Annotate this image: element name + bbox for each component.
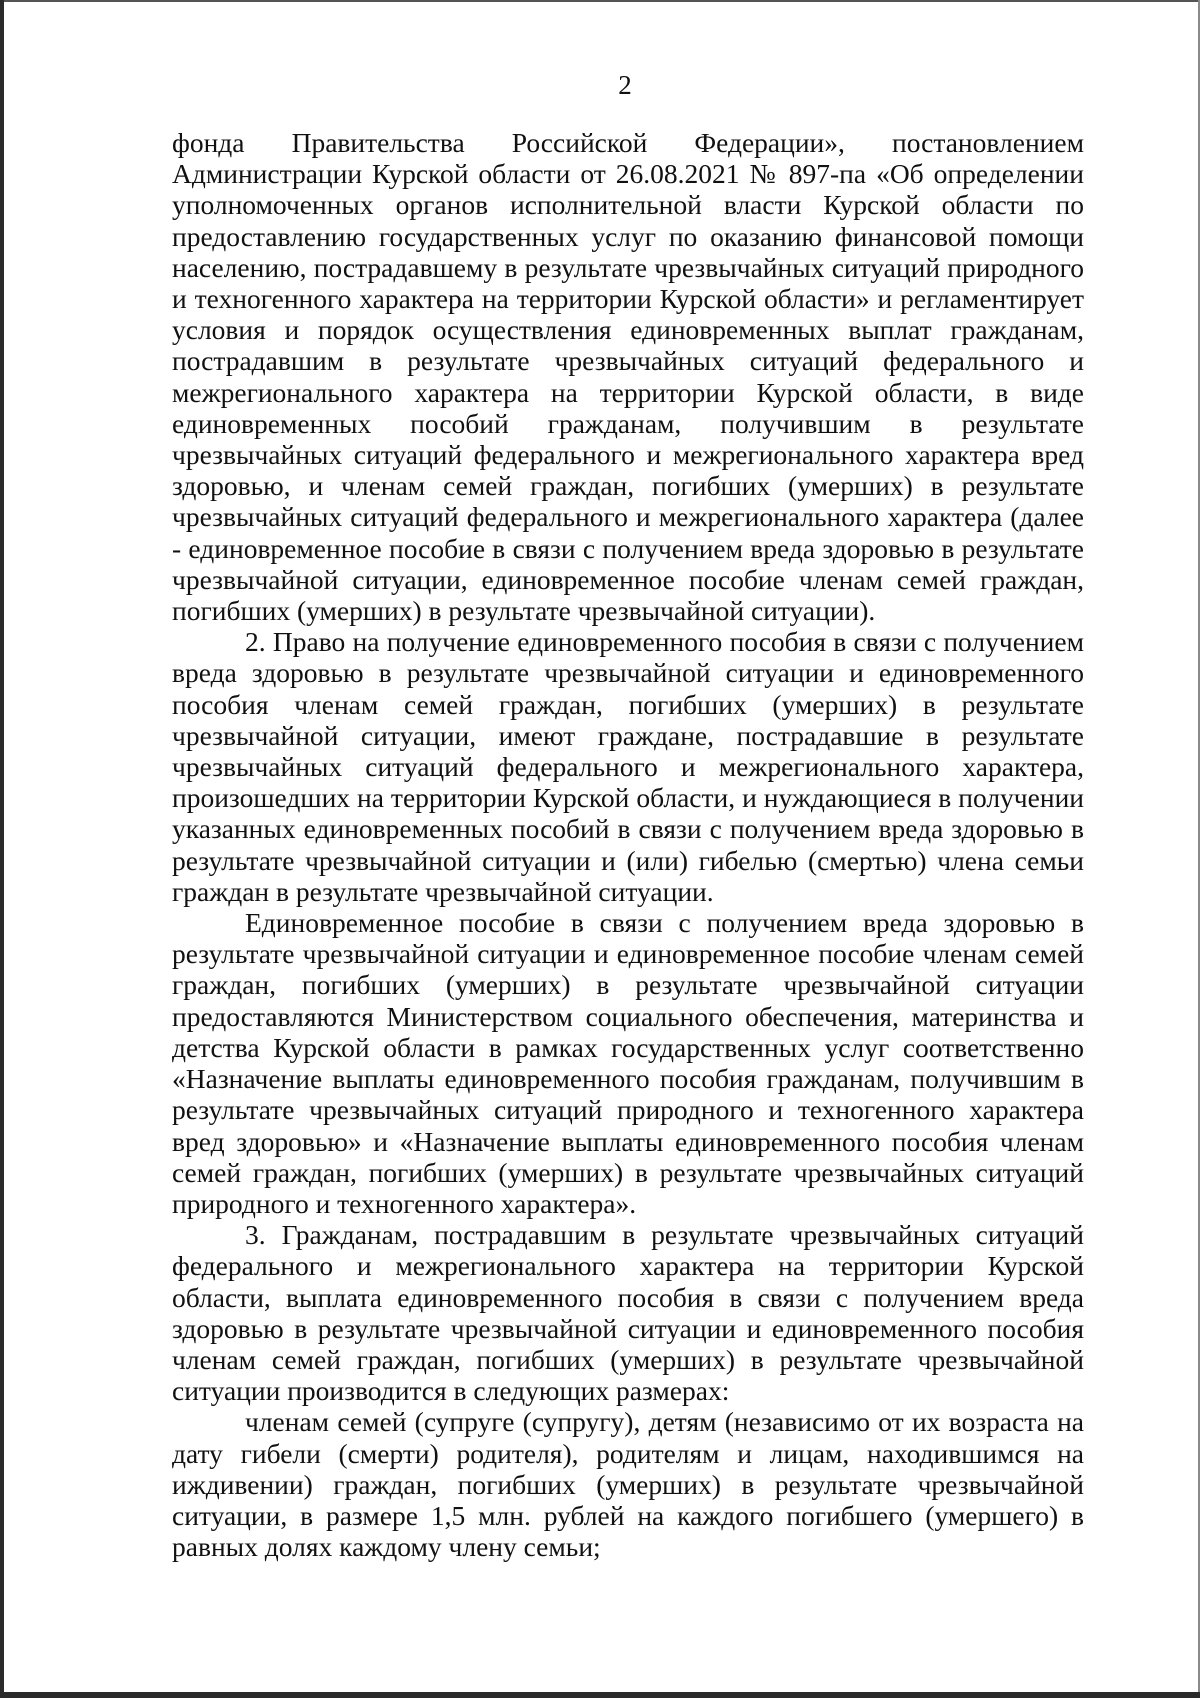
paragraph-family-payment: членам семей (супруге (супругу), детям (независимо от их возраста на дату гибели (смерти) родителя), родителям и лицам, находившимся на иждивении) граждан, погибших (умерших) в результате чрезвычайной ситуации, в размере 1,5 млн. рублей на каждого погибшего (умершего) в равных долях каждому члену семьи; — [172, 1406, 1084, 1563]
paragraph-clause-3: 3. Гражданам, пострадавшим в результате чрезвычайных ситуаций федерального и межрегионального характера на территории Курской области, выплата единовременного пособия в связи с получением вреда здоровью в результате чрезвычайной ситуации и единовременного пособия членам семей граждан, погибших (умерших) в результате чрезвычайной ситуации производится в следующих размерах: — [172, 1219, 1084, 1407]
page-number: 2 — [618, 70, 632, 100]
document-body — [172, 127, 1084, 1562]
scan-edge-top — [0, 0, 1200, 2]
scan-edge-bottom — [0, 1692, 1200, 1698]
paragraph-continuation: фонда Правительства Российской Федерации», постановлением Администрации Курской области от 26.08.2021 № 897-па «Об определении уполномоченных органов исполнительной власти Курской области по предоставлению государственных услуг по оказанию финансовой помощи населению, пострадавшему в результате чрезвычайных ситуаций природного и техногенного характера на территории Курской области» и регламентирует условия и порядок осуществления единовременных выплат гражданам, пострадавшим в результате чрезвычайных ситуаций федерального и межрегионального характера на территории Курской области, в виде единовременных пособий гражданам, получившим в результате чрезвычайных ситуаций федерального и межрегионального характера вред здоровью, и членам семей граждан, погибших (умерших) в результате чрезвычайных ситуаций федерального и межрегионального характера (далее - единовременное пособие в связи с получением вреда здоровью в результате чрезвычайной ситуации, единовременное пособие членам семей граждан, погибших (умерших) в результате чрезвычайной ситуации). — [172, 127, 1084, 627]
paragraph-benefit-provision: Единовременное пособие в связи с получением вреда здоровью в результате чрезвычайной ситуации и единовременное пособие членам семей граждан, погибших (умерших) в результате чрезвычайной ситуации предоставляются Министерством социального обеспечения, материнства и детства Курской области в рамках государственных услуг соответственно «Назначение выплаты единовременного пособия гражданам, получившим в результате чрезвычайных ситуаций природного и техногенного характера вред здоровью» и «Назначение выплаты единовременного пособия членам семей граждан, погибших (умерших) в результате чрезвычайных ситуаций природного и техногенного характера». — [172, 907, 1084, 1219]
paragraph-clause-2: 2. Право на получение единовременного пособия в связи с получением вреда здоровью в результате чрезвычайной ситуации и единовременного пособия членам семей граждан, погибших (умерших) в результате чрезвычайной ситуации, имеют граждане, пострадавшие в результате чрезвычайных ситуаций федерального и межрегионального характера, произошедших на территории Курской области, и нуждающиеся в получении указанных единовременных пособий в связи с получением вреда здоровью в результате чрезвычайной ситуации и (или) гибелью (смертью) члена семьи граждан в результате чрезвычайной ситуации. — [172, 626, 1084, 907]
scan-edge-left — [0, 0, 4, 1698]
